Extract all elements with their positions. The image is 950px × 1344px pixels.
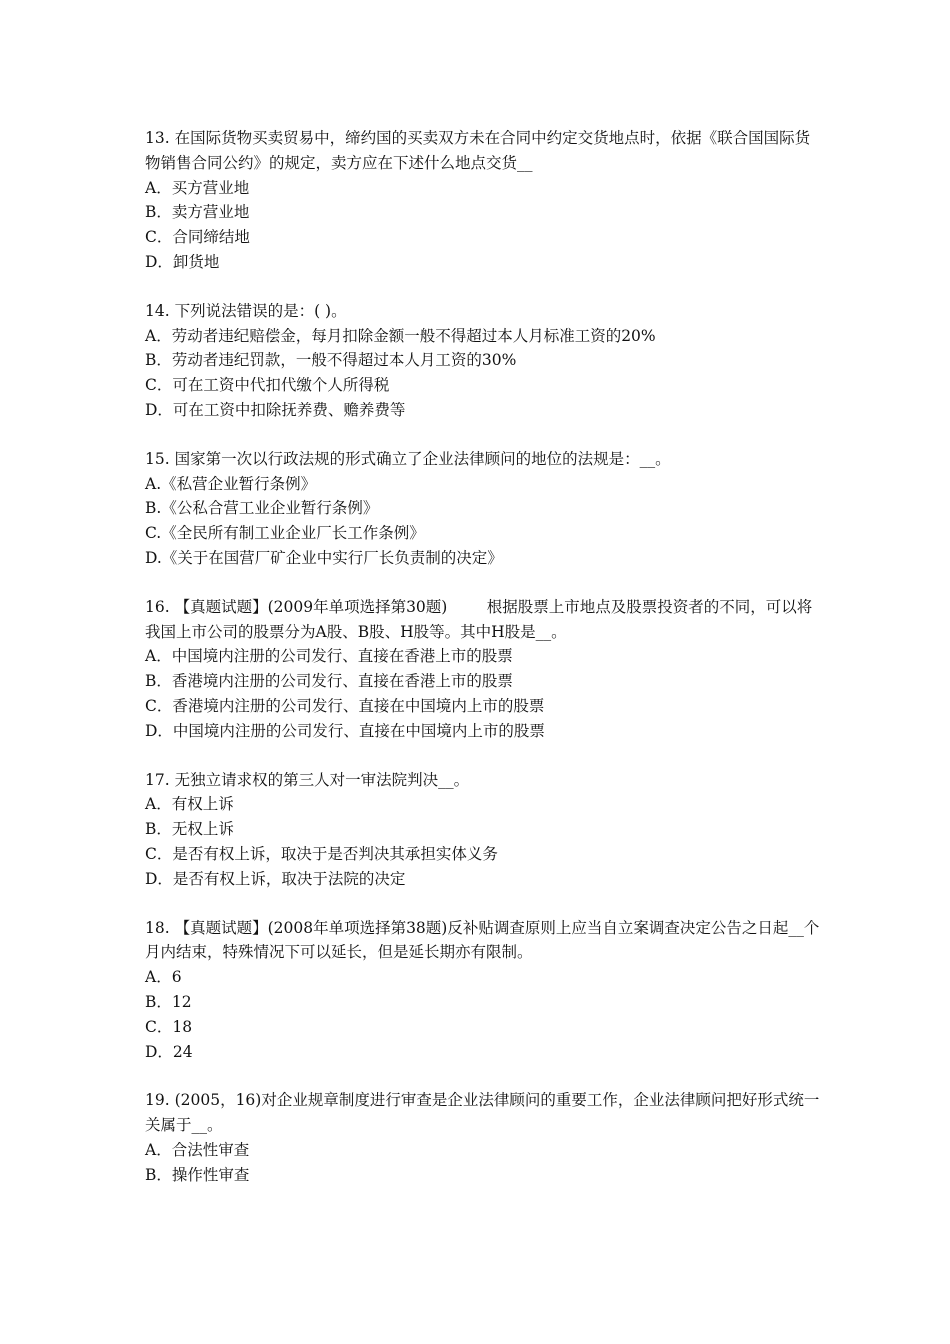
question-18 [145,916,825,1065]
option-c: C．18 [145,1017,193,1036]
option-a: A．买方营业地 [145,178,250,197]
option-b: B．12 [145,992,192,1011]
option-b: B．香港境内注册的公司发行、直接在香港上市的股票 [145,672,513,691]
option-d: D．可在工资中扣除抚养费、赡养费等 [145,400,406,419]
option-b: B．无权上诉 [145,820,234,839]
question-stem: 18. 【真题试题】(2008年单项选择第38题)反补贴调查原则上应当自立案调查决定公告之日起__个月内结束，特殊情况下可以延长，但是延长期亦有限制。 [145,918,820,962]
option-d: D．卸货地 [145,252,220,271]
option-b: B.《公私合营工业企业暂行条例》 [145,499,379,518]
question-17 [145,768,825,892]
question-stem: 19. (2005，16)对企业规章制度进行审查是企业法律顾问的重要工作，企业法律顾问把好形式统一关属于__。 [145,1091,820,1135]
document-page [145,126,825,1211]
option-b: B．卖方营业地 [145,203,250,222]
question-16 [145,595,825,744]
option-a: A．合法性审查 [145,1140,250,1159]
option-b: B．操作性审查 [145,1165,250,1184]
option-d: D.《关于在国营厂矿企业中实行厂长负责制的决定》 [145,548,503,567]
option-b: B．劳动者违纪罚款，一般不得超过本人月工资的30% [145,351,517,370]
question-stem: 14. 下列说法错误的是：( )。 [145,301,347,320]
option-c: C．香港境内注册的公司发行、直接在中国境内上市的股票 [145,696,545,715]
option-a: A．中国境内注册的公司发行、直接在香港上市的股票 [145,647,513,666]
option-d: D．24 [145,1042,193,1061]
question-13 [145,126,825,275]
option-a: A．有权上诉 [145,795,234,814]
option-d: D．是否有权上诉，取决于法院的决定 [145,869,406,888]
option-c: C．是否有权上诉，取决于是否判决其承担实体义务 [145,844,498,863]
option-a: A．6 [145,968,182,987]
option-d: D．中国境内注册的公司发行、直接在中国境内上市的股票 [145,721,545,740]
option-a: A．劳动者违纪赔偿金，每月扣除金额一般不得超过本人月标准工资的20% [145,326,656,345]
question-stem: 13. 在国际货物买卖贸易中，缔约国的买卖双方未在合同中约定交货地点时，依据《联合国国际货物销售合同公约》的规定，卖方应在下述什么地点交货__ [145,129,811,172]
question-stem: 17. 无独立请求权的第三人对一审法院判决__。 [145,770,470,789]
option-c: C．可在工资中代扣代缴个人所得税 [145,376,390,395]
question-19 [145,1088,825,1187]
question-stem: 15. 国家第一次以行政法规的形式确立了企业法律顾问的地位的法规是：__。 [145,449,671,468]
option-c: C.《全民所有制工业企业厂长工作条例》 [145,524,425,543]
question-stem: 16. 【真题试题】(2009年单项选择第30题) 根据股票上市地点及股票投资者的不同，可以将我国上市公司的股票分为A股、B股、H股等。其中H股是__。 [145,597,813,641]
question-14 [145,299,825,423]
option-a: A.《私营企业暂行条例》 [145,474,317,493]
option-c: C．合同缔结地 [145,228,250,247]
question-15 [145,447,825,571]
